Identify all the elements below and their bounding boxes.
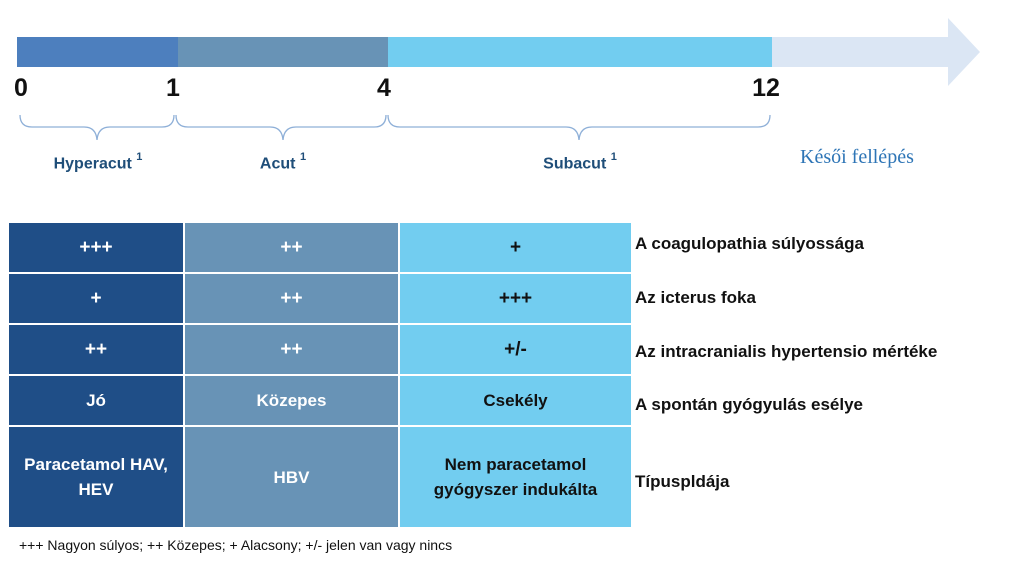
- table-cell: HBV: [184, 426, 399, 528]
- brace-acut: [176, 115, 386, 140]
- table-cell: +++: [399, 273, 632, 324]
- segment-hyperacut: [17, 37, 178, 67]
- row-label-intracranial: Az intracranialis hypertensio mértéke: [635, 342, 938, 361]
- table-cell: ++: [184, 324, 399, 375]
- table-row: [8, 222, 632, 273]
- tick-4: 4: [377, 74, 391, 102]
- table-cell: ++: [184, 273, 399, 324]
- table-cell: +: [399, 222, 632, 273]
- row-label-recovery: A spontán gyógyulás esélye: [635, 395, 863, 414]
- table-row: [8, 324, 632, 375]
- phase-subacut: [543, 153, 617, 173]
- table-cell: ++: [8, 324, 184, 375]
- phase-footnote: 1: [299, 151, 307, 163]
- timeline-arrow: [772, 18, 980, 86]
- segment-subacut: [388, 37, 772, 67]
- phase-hyperacut: [54, 153, 143, 173]
- late-onset-label: Késői fellépés: [800, 146, 914, 168]
- phase-label: Subacut: [543, 155, 607, 173]
- row-label-icterus: Az icterus foka: [635, 288, 756, 307]
- comparison-table: [7, 221, 633, 529]
- phase-footnote: 1: [610, 151, 617, 163]
- brace-subacut: [388, 115, 770, 140]
- tick-1: 1: [166, 74, 180, 102]
- tick-12: 12: [752, 74, 780, 102]
- table-cell: Jó: [8, 375, 184, 426]
- table-cell: Nem paracetamol gyógyszer indukálta: [399, 426, 632, 528]
- row-label-coagulopathy: A coagulopathia súlyossága: [635, 234, 864, 253]
- legend-text: +++ Nagyon súlyos; ++ Közepes; + Alacsony; +/- jelen van vagy nincs: [19, 537, 453, 553]
- timeline: [0, 0, 1036, 200]
- table-row: [8, 426, 632, 528]
- row-label-example: Típuspldája: [635, 472, 730, 491]
- table-cell: +++: [8, 222, 184, 273]
- table-cell: Csekély: [399, 375, 632, 426]
- tick-0: 0: [14, 74, 28, 102]
- phase-label: Acut: [259, 155, 296, 173]
- phase-label: Hyperacut: [53, 155, 132, 173]
- table-cell: +/-: [399, 324, 632, 375]
- table-cell: Paracetamol HAV, HEV: [8, 426, 184, 528]
- segment-acut: [178, 37, 388, 67]
- phase-acut: [260, 153, 306, 173]
- brace-hyperacut: [20, 115, 174, 140]
- table-cell: +: [8, 273, 184, 324]
- timeline-graphic: [0, 0, 1036, 200]
- table-row: [8, 375, 632, 426]
- phase-footnote: 1: [136, 151, 143, 163]
- table-row: [8, 273, 632, 324]
- table-cell: ++: [184, 222, 399, 273]
- table-cell: Közepes: [184, 375, 399, 426]
